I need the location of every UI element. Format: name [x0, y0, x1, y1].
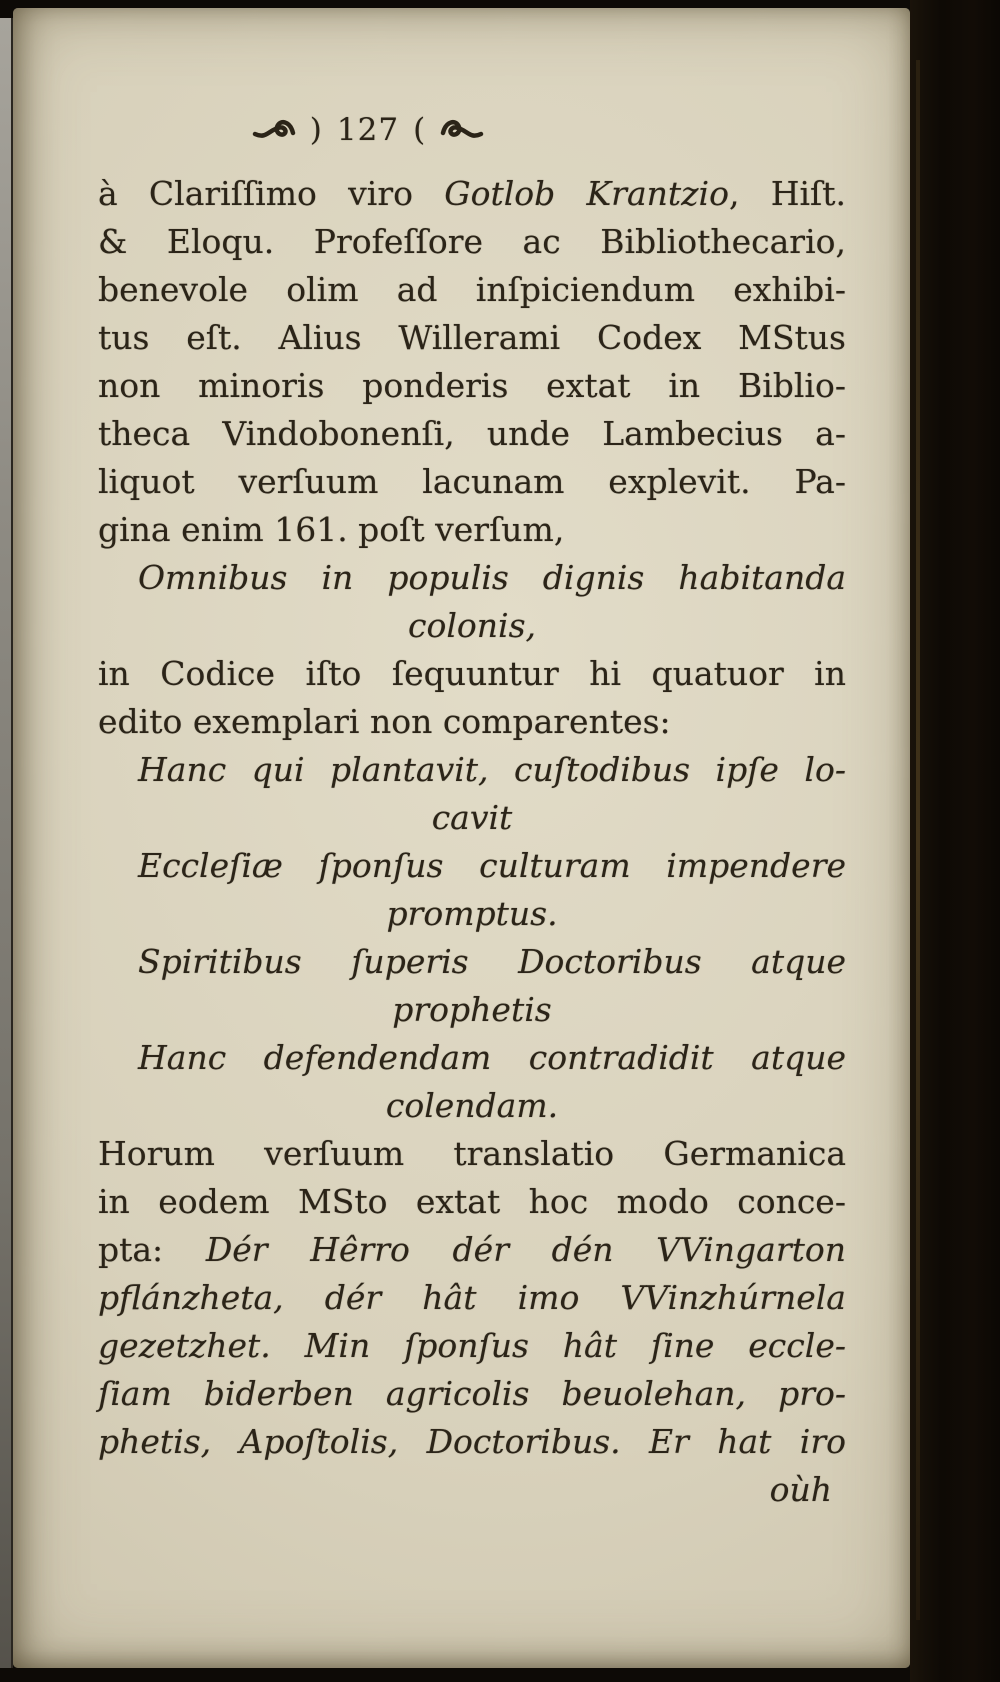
italic-text: promptus.: [386, 894, 558, 933]
text-line: [98, 362, 846, 410]
italic-text: pflánzheta, dér hât imo VVinzhúrnela: [98, 1278, 846, 1317]
roman-text: , Hiſt.: [728, 174, 846, 213]
italic-text: Hanc defendendam contradidit atque: [138, 1038, 846, 1077]
page-edges-line: [916, 60, 920, 1620]
roman-text: tus eſt. Alius Willerami Codex MStus: [98, 318, 846, 357]
italic-text: ſiam biderben agricolis beuolehan, pro-: [98, 1374, 846, 1413]
text-line: [98, 602, 846, 650]
italic-text: Omnibus in populis dignis habitanda: [138, 558, 846, 597]
text-line: [98, 1226, 846, 1274]
roman-text: & Eloqu. Profeſſore ac Bibliothecario,: [98, 222, 846, 261]
page-header: [98, 104, 638, 156]
roman-text: non minoris ponderis extat in Biblio-: [98, 366, 846, 405]
text-line: [98, 698, 846, 746]
text-line: [98, 218, 846, 266]
text-line: [98, 650, 846, 698]
text-line: [98, 314, 846, 362]
text-line: [98, 1082, 846, 1130]
book-fore-edge: [910, 0, 1000, 1682]
text-line: [98, 1370, 846, 1418]
text-line: [98, 1178, 846, 1226]
page-number: 127: [336, 112, 400, 148]
roman-text: gina enim 161. poſt verſum,: [98, 510, 565, 549]
text-line: [98, 1034, 846, 1082]
roman-text: benevole olim ad inſpiciendum exhibi-: [98, 270, 846, 309]
text-line: [98, 1418, 846, 1466]
italic-text: cavit: [431, 798, 513, 837]
text-line: [98, 890, 846, 938]
italic-text: prophetis: [392, 990, 552, 1029]
roman-text: à Clariſſimo viro: [98, 174, 445, 213]
paren-right: (: [413, 112, 427, 148]
text-lines: [98, 170, 846, 1514]
text-line: [98, 842, 846, 890]
text-line: [98, 554, 846, 602]
fleuron-right-icon: [440, 117, 484, 143]
italic-text: gezetzhet. Min ſponſus hât ſine eccle-: [98, 1326, 846, 1365]
book-board-edge: [0, 18, 13, 1668]
roman-text: liquot verſuum lacunam explevit. Pa-: [98, 462, 846, 501]
paren-left: ): [309, 112, 323, 148]
text-line: [98, 410, 846, 458]
italic-text: phetis, Apoſtolis, Doctoribus. Er hat iro: [98, 1422, 846, 1461]
roman-text: in eodem MSto extat hoc modo conce-: [98, 1182, 846, 1221]
book-page: [13, 8, 910, 1668]
italic-text: colonis,: [407, 606, 536, 645]
roman-text: pta:: [98, 1230, 206, 1269]
text-line: [98, 1130, 846, 1178]
roman-text: in Codice iſto ſequuntur hi quatuor in: [98, 654, 846, 693]
text-line: [98, 938, 846, 986]
text-line: [98, 1466, 846, 1514]
italic-text: Spiritibus ſuperis Doctoribus atque: [138, 942, 846, 981]
page-text-block: [98, 104, 846, 1514]
text-line: [98, 794, 846, 842]
text-line: [98, 1322, 846, 1370]
roman-text: theca Vindobonenſi, unde Lambecius a-: [98, 414, 846, 453]
text-line: [98, 986, 846, 1034]
italic-text: Hanc qui plantavit, cuſtodibus ipſe lo-: [138, 750, 846, 789]
italic-text: colendam.: [385, 1086, 559, 1125]
text-line: [98, 458, 846, 506]
italic-text: oùh: [769, 1470, 832, 1509]
text-line: [98, 266, 846, 314]
italic-text: Gotlob Krantzio: [444, 174, 729, 213]
text-line: [98, 506, 846, 554]
roman-text: Horum verſuum translatio Germanica: [98, 1134, 846, 1173]
text-line: [98, 170, 846, 218]
italic-text: Eccleſiæ ſponſus culturam impendere: [138, 846, 846, 885]
italic-text: Dér Hêrro dér dén VVingarton: [205, 1230, 846, 1269]
fleuron-left-icon: [252, 117, 296, 143]
text-line: [98, 1274, 846, 1322]
text-line: [98, 746, 846, 794]
roman-text: edito exemplari non comparentes:: [98, 702, 671, 741]
